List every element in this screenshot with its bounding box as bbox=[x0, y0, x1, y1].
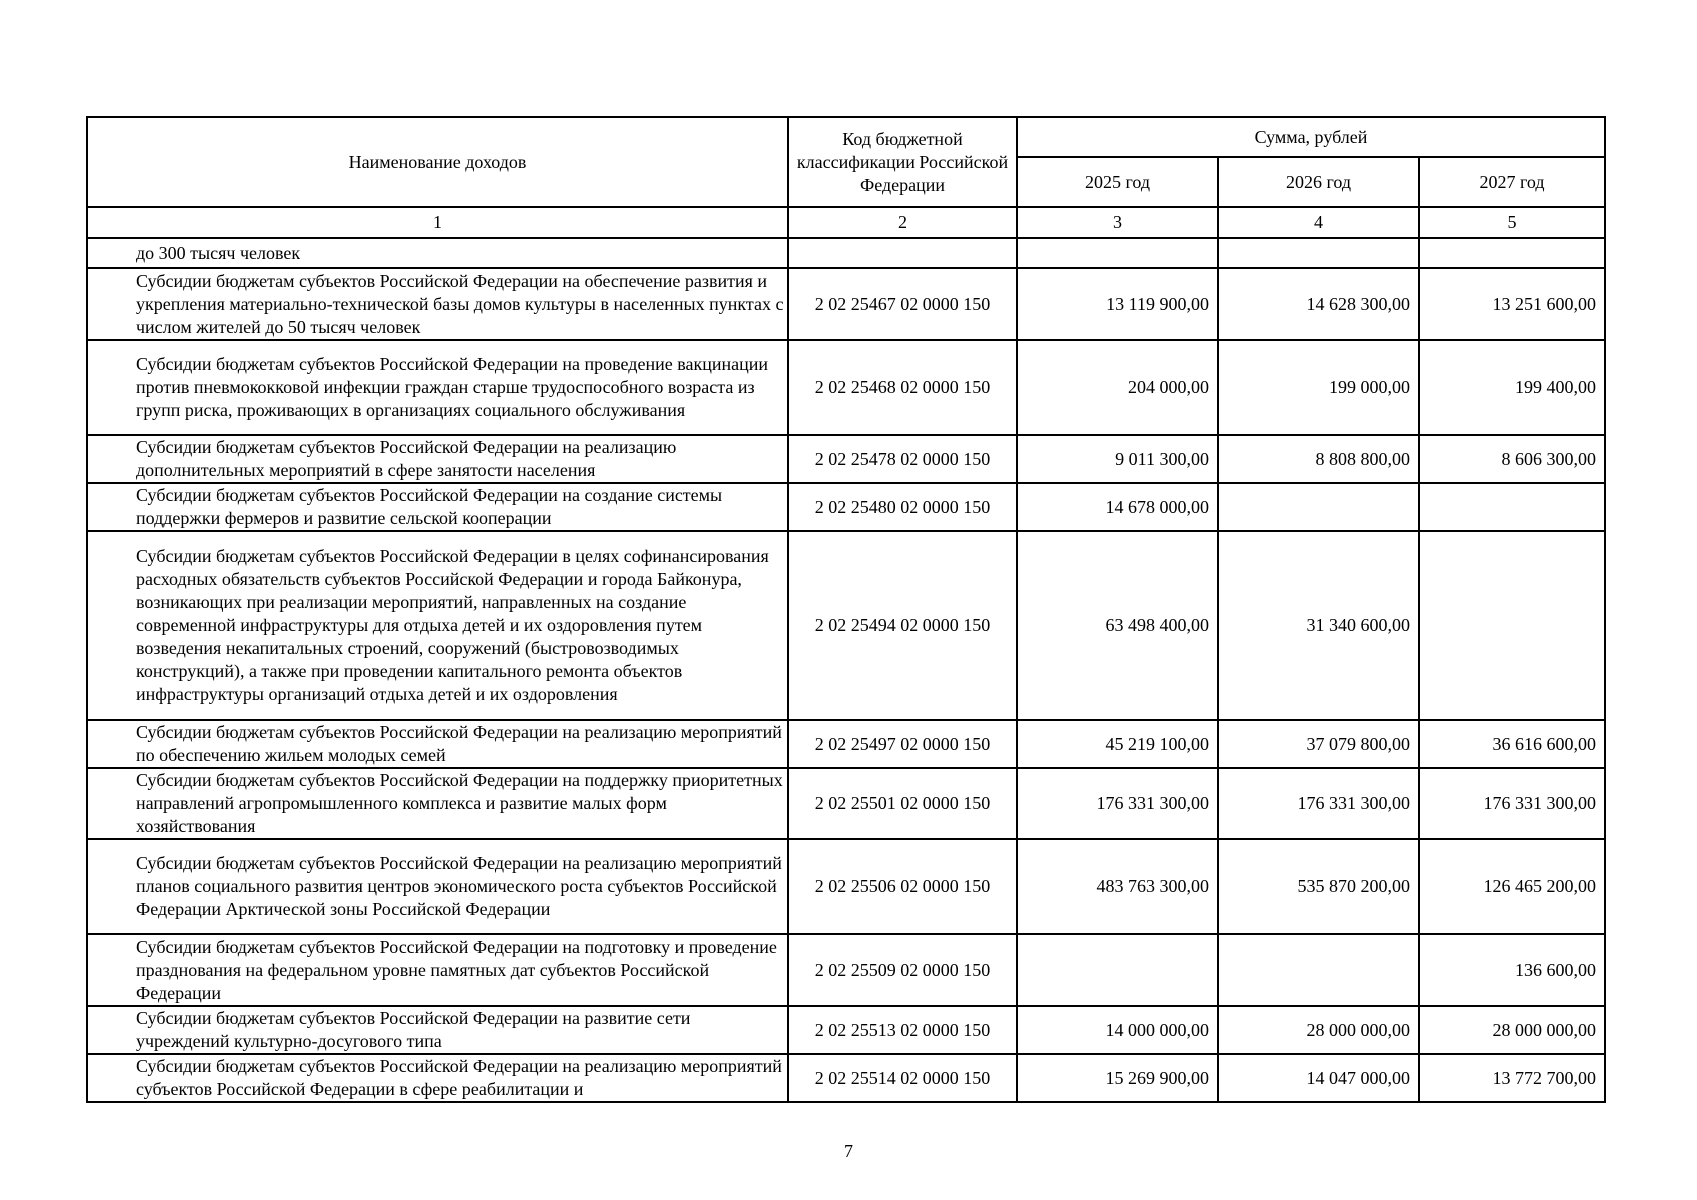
header-budget-code: Код бюджетной классификации Российской Федерации bbox=[788, 117, 1017, 207]
table-row bbox=[87, 720, 1605, 768]
amount-2025: 9 011 300,00 bbox=[1017, 435, 1218, 483]
amount-2026 bbox=[1218, 934, 1419, 1006]
amount-2027: 126 465 200,00 bbox=[1419, 839, 1605, 934]
table-row bbox=[87, 839, 1605, 934]
header-year-2025: 2025 год bbox=[1017, 157, 1218, 207]
table-row bbox=[87, 768, 1605, 839]
amount-2027: 176 331 300,00 bbox=[1419, 768, 1605, 839]
budget-code: 2 02 25513 02 0000 150 bbox=[788, 1006, 1017, 1054]
income-name: Субсидии бюджетам субъектов Российской Федерации на подготовку и проведение празднования на федеральном уровне памятных дат субъектов Российской Федерации bbox=[87, 934, 788, 1006]
table-row bbox=[87, 268, 1605, 340]
amount-2026: 8 808 800,00 bbox=[1218, 435, 1419, 483]
budget-code: 2 02 25480 02 0000 150 bbox=[788, 483, 1017, 531]
income-name: Субсидии бюджетам субъектов Российской Федерации на проведение вакцинации против пневмококковой инфекции граждан старше трудоспособного возраста из групп риска, проживающих в организациях социального обслуживания bbox=[87, 340, 788, 435]
amount-2026: 14 628 300,00 bbox=[1218, 268, 1419, 340]
column-number: 3 bbox=[1017, 207, 1218, 238]
amount-2027: 199 400,00 bbox=[1419, 340, 1605, 435]
amount-2025: 204 000,00 bbox=[1017, 340, 1218, 435]
amount-2025: 14 000 000,00 bbox=[1017, 1006, 1218, 1054]
header-income-name: Наименование доходов bbox=[87, 117, 788, 207]
amount-2026: 176 331 300,00 bbox=[1218, 768, 1419, 839]
income-name: Субсидии бюджетам субъектов Российской Федерации на развитие сети учреждений культурно-досугового типа bbox=[87, 1006, 788, 1054]
amount-2025 bbox=[1017, 238, 1218, 268]
income-name: Субсидии бюджетам субъектов Российской Федерации на реализацию мероприятий по обеспечению жильем молодых семей bbox=[87, 720, 788, 768]
budget-code: 2 02 25514 02 0000 150 bbox=[788, 1054, 1017, 1102]
amount-2026 bbox=[1218, 483, 1419, 531]
budget-code: 2 02 25506 02 0000 150 bbox=[788, 839, 1017, 934]
income-name: Субсидии бюджетам субъектов Российской Федерации на реализацию мероприятий планов социального развития центров экономического роста субъектов Российской Федерации Арктической зоны Российской Федерации bbox=[87, 839, 788, 934]
table-row bbox=[87, 1054, 1605, 1102]
amount-2026: 14 047 000,00 bbox=[1218, 1054, 1419, 1102]
amount-2027: 8 606 300,00 bbox=[1419, 435, 1605, 483]
budget-code: 2 02 25467 02 0000 150 bbox=[788, 268, 1017, 340]
amount-2027 bbox=[1419, 238, 1605, 268]
amount-2026: 28 000 000,00 bbox=[1218, 1006, 1419, 1054]
table-row bbox=[87, 238, 1605, 268]
table-row bbox=[87, 435, 1605, 483]
amount-2025: 63 498 400,00 bbox=[1017, 531, 1218, 720]
header-year-2026: 2026 год bbox=[1218, 157, 1419, 207]
budget-code: 2 02 25478 02 0000 150 bbox=[788, 435, 1017, 483]
revenue-table bbox=[86, 116, 1606, 1103]
income-name: Субсидии бюджетам субъектов Российской Федерации на поддержку приоритетных направлений агропромышленного комплекса и развитие малых форм хозяйствования bbox=[87, 768, 788, 839]
budget-code: 2 02 25501 02 0000 150 bbox=[788, 768, 1017, 839]
amount-2026: 535 870 200,00 bbox=[1218, 839, 1419, 934]
amount-2025: 13 119 900,00 bbox=[1017, 268, 1218, 340]
amount-2026: 199 000,00 bbox=[1218, 340, 1419, 435]
amount-2027: 136 600,00 bbox=[1419, 934, 1605, 1006]
table-row bbox=[87, 483, 1605, 531]
header-year-2027: 2027 год bbox=[1419, 157, 1605, 207]
income-name: Субсидии бюджетам субъектов Российской Федерации на создание системы поддержки фермеров и развитие сельской кооперации bbox=[87, 483, 788, 531]
amount-2025: 176 331 300,00 bbox=[1017, 768, 1218, 839]
header-row bbox=[87, 117, 1605, 157]
amount-2026: 31 340 600,00 bbox=[1218, 531, 1419, 720]
amount-2027: 28 000 000,00 bbox=[1419, 1006, 1605, 1054]
column-number: 4 bbox=[1218, 207, 1419, 238]
income-name: Субсидии бюджетам субъектов Российской Федерации в целях софинансирования расходных обязательств субъектов Российской Федерации и города Байконура, возникающих при реализации мероприятий, направленных на создание современной инфраструктуры для отдыха детей и их оздоровления путем возведения некапитальных строений, сооружений (быстровозводимых конструкций), а также при проведении капитального ремонта объектов инфраструктуры организаций отдыха детей и их оздоровления bbox=[87, 531, 788, 720]
amount-2027: 36 616 600,00 bbox=[1419, 720, 1605, 768]
income-name: Субсидии бюджетам субъектов Российской Федерации на обеспечение развития и укрепления материально-технической базы домов культуры в населенных пунктах с числом жителей до 50 тысяч человек bbox=[87, 268, 788, 340]
budget-code: 2 02 25497 02 0000 150 bbox=[788, 720, 1017, 768]
header-sum: Сумма, рублей bbox=[1017, 117, 1605, 157]
column-number: 1 bbox=[87, 207, 788, 238]
income-name: Субсидии бюджетам субъектов Российской Федерации на реализацию мероприятий субъектов Российской Федерации в сфере реабилитации и bbox=[87, 1054, 788, 1102]
table-row bbox=[87, 1006, 1605, 1054]
budget-code: 2 02 25468 02 0000 150 bbox=[788, 340, 1017, 435]
amount-2026 bbox=[1218, 238, 1419, 268]
amount-2025: 45 219 100,00 bbox=[1017, 720, 1218, 768]
column-numbers-row bbox=[87, 207, 1605, 238]
amount-2026: 37 079 800,00 bbox=[1218, 720, 1419, 768]
income-name: до 300 тысяч человек bbox=[87, 238, 788, 268]
page-number: 7 bbox=[844, 1141, 853, 1161]
column-number: 5 bbox=[1419, 207, 1605, 238]
amount-2027 bbox=[1419, 531, 1605, 720]
budget-code: 2 02 25509 02 0000 150 bbox=[788, 934, 1017, 1006]
amount-2025 bbox=[1017, 934, 1218, 1006]
budget-code bbox=[788, 238, 1017, 268]
amount-2025: 483 763 300,00 bbox=[1017, 839, 1218, 934]
budget-code: 2 02 25494 02 0000 150 bbox=[788, 531, 1017, 720]
amount-2027: 13 772 700,00 bbox=[1419, 1054, 1605, 1102]
amount-2027 bbox=[1419, 483, 1605, 531]
amount-2025: 15 269 900,00 bbox=[1017, 1054, 1218, 1102]
income-name: Субсидии бюджетам субъектов Российской Федерации на реализацию дополнительных мероприятий в сфере занятости населения bbox=[87, 435, 788, 483]
column-number: 2 bbox=[788, 207, 1017, 238]
table-row bbox=[87, 531, 1605, 720]
table-row bbox=[87, 340, 1605, 435]
amount-2025: 14 678 000,00 bbox=[1017, 483, 1218, 531]
table-row bbox=[87, 934, 1605, 1006]
amount-2027: 13 251 600,00 bbox=[1419, 268, 1605, 340]
